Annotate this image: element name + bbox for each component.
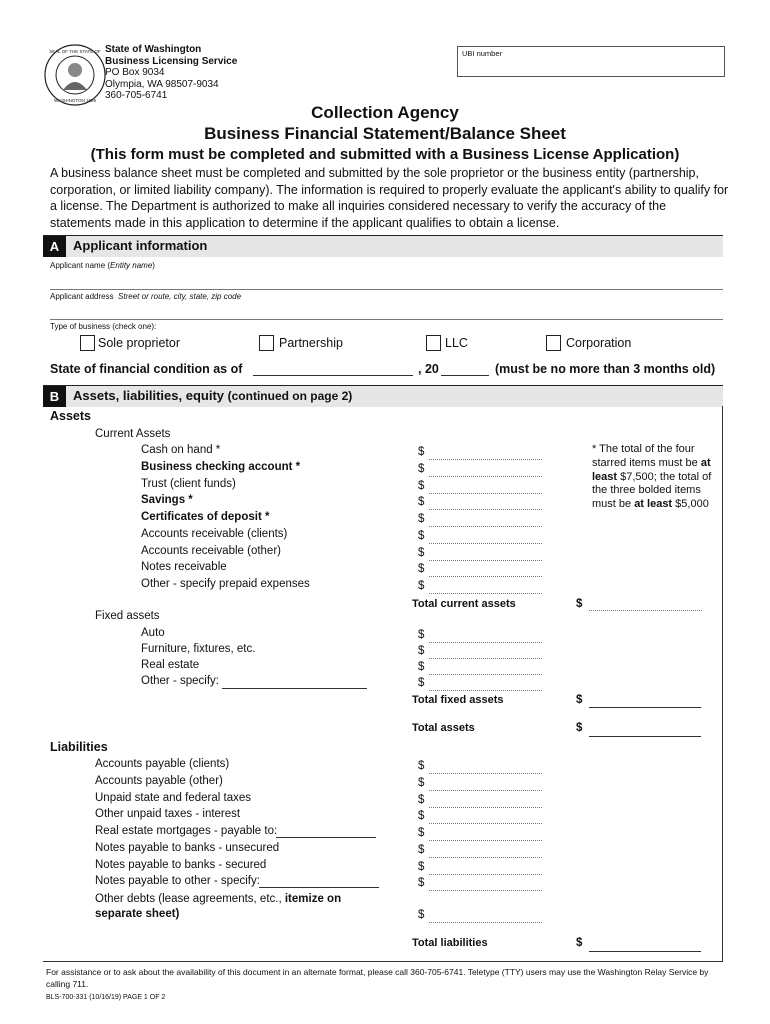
form-number: BLS-700-331 (10/16/19) PAGE 1 OF 2 bbox=[46, 994, 166, 1001]
asset-other-specify: Other - specify: bbox=[141, 675, 219, 687]
dollar-sign: $ bbox=[418, 480, 425, 492]
amount-input[interactable] bbox=[429, 559, 542, 561]
amount-input[interactable] bbox=[429, 689, 542, 691]
dollar-sign: $ bbox=[418, 777, 425, 789]
section-a-letter: A bbox=[43, 236, 66, 257]
dollar-sign: $ bbox=[418, 810, 425, 822]
dollar-sign: $ bbox=[418, 794, 425, 806]
dollar-sign: $ bbox=[418, 547, 425, 559]
assistance-note: For assistance or to ask about the availability of this document in an alternate format, please call 360-705-6741. Teletype (TTY) users may use the Washington Relay Service by calling 711. bbox=[46, 967, 709, 989]
dollar-sign: $ bbox=[576, 598, 583, 610]
form-title-line-3: (This form must be completed and submitted with a Business License Application) bbox=[90, 146, 680, 163]
sole-proprietor-checkbox[interactable] bbox=[80, 335, 95, 351]
assets-heading: Assets bbox=[50, 409, 91, 423]
dollar-sign: $ bbox=[418, 661, 425, 673]
liability-accounts-payable-clients: Accounts payable (clients) bbox=[95, 758, 230, 770]
asset-furniture: Furniture, fixtures, etc. bbox=[141, 643, 256, 655]
dollar-sign: $ bbox=[418, 645, 425, 657]
mortgage-payee-input[interactable] bbox=[276, 836, 376, 838]
asset-other-specify-input[interactable] bbox=[222, 687, 367, 689]
liability-notes-unsecured: Notes payable to banks - unsecured bbox=[95, 842, 280, 854]
asset-savings: Savings * bbox=[141, 494, 193, 506]
asset-accounts-receivable-other: Accounts receivable (other) bbox=[141, 545, 281, 557]
llc-label: LLC bbox=[445, 336, 468, 350]
financial-condition-year-label: , 20 bbox=[418, 362, 439, 376]
form-title-line-2: Business Financial Statement/Balance Sheet bbox=[204, 124, 566, 143]
amount-input[interactable] bbox=[429, 673, 542, 675]
amount-input[interactable] bbox=[429, 822, 542, 824]
liability-notes-secured: Notes payable to banks - secured bbox=[95, 859, 267, 871]
section-a-header bbox=[43, 235, 723, 257]
asset-auto: Auto bbox=[141, 627, 165, 639]
amount-input[interactable] bbox=[429, 921, 542, 923]
amount-input[interactable] bbox=[429, 525, 542, 527]
seal-text-top: SEAL OF THE STATE OF bbox=[49, 49, 101, 54]
partnership-checkbox[interactable] bbox=[259, 335, 274, 351]
asset-trust: Trust (client funds) bbox=[141, 478, 236, 490]
liability-accounts-payable-other: Accounts payable (other) bbox=[95, 775, 223, 787]
total-fixed-assets-input[interactable] bbox=[589, 706, 701, 708]
asset-real-estate: Real estate bbox=[141, 659, 200, 671]
ubi-number-label: UBI number bbox=[462, 49, 503, 58]
asset-certificates-of-deposit: Certificates of deposit * bbox=[141, 511, 270, 523]
division-name: Business Licensing Service bbox=[105, 55, 238, 67]
amount-input[interactable] bbox=[429, 657, 542, 659]
amount-input[interactable] bbox=[429, 458, 542, 460]
section-b-right-border bbox=[722, 406, 723, 961]
asset-cash-on-hand: Cash on hand * bbox=[141, 444, 221, 456]
washington-state-seal-icon bbox=[44, 44, 106, 106]
dollar-sign: $ bbox=[418, 513, 425, 525]
liabilities-heading: Liabilities bbox=[50, 740, 108, 754]
total-assets-label: Total assets bbox=[412, 722, 475, 734]
total-fixed-assets-label: Total fixed assets bbox=[412, 694, 504, 706]
amount-input[interactable] bbox=[429, 772, 542, 774]
amount-input[interactable] bbox=[429, 856, 542, 858]
dollar-sign: $ bbox=[418, 496, 425, 508]
asset-other-prepaid: Other - specify prepaid expenses bbox=[141, 578, 310, 590]
dollar-sign: $ bbox=[418, 629, 425, 641]
current-assets-heading: Current Assets bbox=[95, 428, 171, 440]
section-b-title: Assets, liabilities, equity (continued on page 2) bbox=[73, 388, 353, 403]
amount-input[interactable] bbox=[429, 542, 542, 544]
dollar-sign: $ bbox=[418, 463, 425, 475]
amount-input[interactable] bbox=[429, 508, 542, 510]
dollar-sign: $ bbox=[418, 563, 425, 575]
financial-condition-date-input[interactable] bbox=[253, 374, 413, 376]
dollar-sign: $ bbox=[418, 844, 425, 856]
dollar-sign: $ bbox=[576, 937, 583, 949]
llc-checkbox[interactable] bbox=[426, 335, 441, 351]
applicant-address-label: Applicant address Street or route, city, state, zip code bbox=[50, 292, 242, 301]
amount-input[interactable] bbox=[429, 789, 542, 791]
total-current-assets-label: Total current assets bbox=[412, 598, 516, 610]
type-of-business-label: Type of business (check one): bbox=[50, 322, 157, 331]
applicant-name-label: Applicant name (Entity name) bbox=[50, 261, 155, 270]
financial-condition-label: State of financial condition as of bbox=[50, 362, 243, 376]
address-line-2: Olympia, WA 98507-9034 bbox=[105, 78, 219, 90]
sole-proprietor-label: Sole proprietor bbox=[98, 336, 180, 350]
amount-input[interactable] bbox=[429, 475, 542, 477]
corporation-label: Corporation bbox=[566, 336, 632, 350]
liability-notes-other: Notes payable to other - specify: bbox=[95, 875, 260, 887]
starred-items-note: * The total of the four starred items must be at least $7,500; the total of the three bolded items must be at least $5,000 bbox=[592, 443, 712, 511]
partnership-label: Partnership bbox=[279, 336, 343, 350]
dollar-sign: $ bbox=[418, 580, 425, 592]
asset-accounts-receivable-clients: Accounts receivable (clients) bbox=[141, 528, 288, 540]
agency-address-block bbox=[105, 44, 237, 102]
agency-phone: 360-705-6741 bbox=[105, 90, 168, 102]
applicant-address-input[interactable] bbox=[50, 318, 723, 320]
section-b-header bbox=[43, 385, 723, 407]
dollar-sign: $ bbox=[418, 677, 425, 689]
dollar-sign: $ bbox=[418, 909, 425, 921]
amount-input[interactable] bbox=[429, 641, 542, 643]
fixed-assets-heading: Fixed assets bbox=[95, 610, 160, 622]
total-liabilities-label: Total liabilities bbox=[412, 937, 488, 949]
amount-input[interactable] bbox=[429, 839, 542, 841]
amount-input[interactable] bbox=[429, 575, 542, 577]
total-liabilities-input[interactable] bbox=[589, 950, 701, 952]
corporation-checkbox[interactable] bbox=[546, 335, 561, 351]
form-title-line-1: Collection Agency bbox=[311, 103, 459, 122]
liability-mortgages: Real estate mortgages - payable to: bbox=[95, 825, 278, 837]
asset-notes-receivable: Notes receivable bbox=[141, 561, 227, 573]
amount-input[interactable] bbox=[429, 889, 542, 891]
dollar-sign: $ bbox=[576, 722, 583, 734]
notes-other-specify-input[interactable] bbox=[259, 886, 379, 888]
dollar-sign: $ bbox=[418, 760, 425, 772]
dollar-sign: $ bbox=[418, 861, 425, 873]
amount-input[interactable] bbox=[429, 873, 542, 875]
applicant-name-input[interactable] bbox=[50, 288, 723, 290]
ubi-number-field[interactable] bbox=[457, 46, 725, 77]
asset-business-checking: Business checking account * bbox=[141, 461, 301, 473]
liability-other-unpaid-taxes: Other unpaid taxes - interest bbox=[95, 808, 241, 820]
section-b-bottom-border bbox=[43, 961, 723, 962]
amount-input[interactable] bbox=[429, 492, 542, 494]
seal-text-bottom: WASHINGTON 1889 bbox=[53, 98, 97, 103]
amount-input[interactable] bbox=[429, 806, 542, 808]
section-b-letter: B bbox=[43, 386, 66, 407]
dollar-sign: $ bbox=[418, 530, 425, 542]
dollar-sign: $ bbox=[418, 877, 425, 889]
liability-unpaid-taxes: Unpaid state and federal taxes bbox=[95, 792, 251, 804]
intro-paragraph: A business balance sheet must be completed and submitted by the sole proprietor or the business entity (partnership, corporation, or limited liability company). The information is required to properly evaluate the applicant's ability to qualify for a license. The Department is authorized to make all inquiries considered necessary to verify the accuracy of the statements made in this application to determine if the applicant qualifies to obtain a license. bbox=[50, 166, 729, 230]
amount-input[interactable] bbox=[429, 592, 542, 594]
section-a-title: Applicant information bbox=[73, 238, 208, 253]
address-line-1: PO Box 9034 bbox=[105, 67, 165, 79]
dollar-sign: $ bbox=[418, 827, 425, 839]
dollar-sign: $ bbox=[418, 446, 425, 458]
financial-condition-note: (must be no more than 3 months old) bbox=[495, 362, 716, 376]
financial-condition-year-input[interactable] bbox=[441, 374, 489, 376]
agency-name: State of Washington bbox=[105, 44, 202, 55]
total-current-assets-input[interactable] bbox=[589, 609, 702, 611]
dollar-sign: $ bbox=[576, 694, 583, 706]
liability-other-debts: Other debts (lease agreements, etc., itemize on separate sheet) bbox=[95, 893, 342, 920]
total-assets-input[interactable] bbox=[589, 735, 701, 737]
